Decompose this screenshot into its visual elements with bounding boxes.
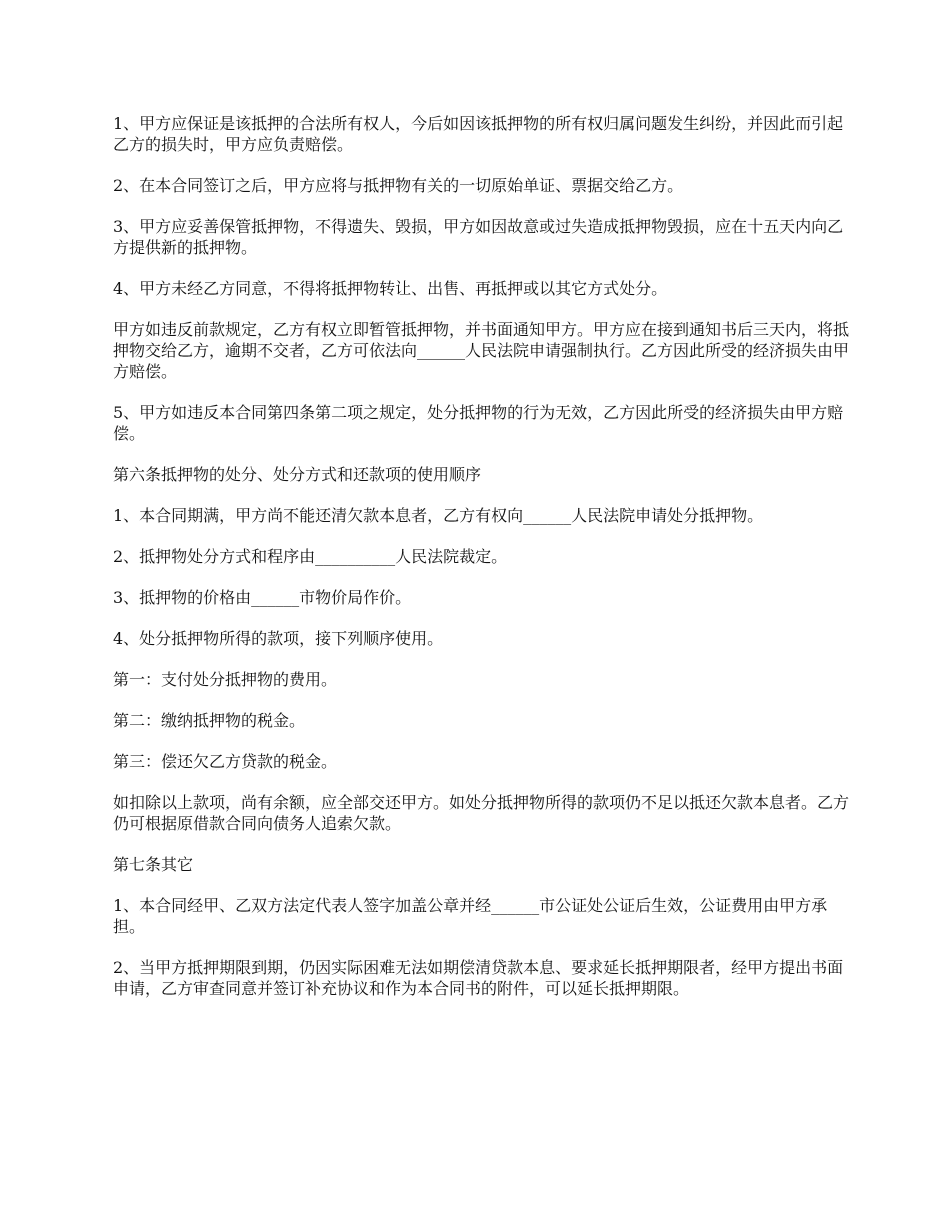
priority-second: 第二：缴纳抵押物的税金。 [113,711,306,730]
article-7-heading: 第七条其它 [113,855,194,874]
clause-1-ownership-guarantee: 1、甲方应保证是该抵押的合法所有权人，今后如因该抵押物的所有权归属问题发生纠纷，并因此而引起乙方的损失时，甲方应负责赔偿。 [113,114,844,154]
clause-breach-remedy: 甲方如违反前款规定，乙方有权立即暂管抵押物，并书面通知甲方。甲方应在接到通知书后三天内，将抵押物交给乙方，逾期不交者，乙方可依法向______人民法院申请强制执行。乙方因此所受的经济损失由甲方赔偿。 [113,320,850,381]
article-6-clause-3: 3、抵押物的价格由______市物价局作价。 [113,588,412,607]
article-6-clause-1: 1、本合同期满，甲方尚不能还清欠款本息者，乙方有权向______人民法院申请处分抵押物。 [113,506,764,525]
clause-5-invalid-disposal: 5、甲方如违反本合同第四条第二项之规定，处分抵押物的行为无效，乙方因此所受的经济损失由甲方赔偿。 [113,403,844,443]
article-7-clause-2: 2、当甲方抵押期限到期，仍因实际困难无法如期偿清贷款本息、要求延长抵押期限者，经甲方提出书面申请，乙方审查同意并签订补充协议和作为本合同书的附件，可以延长抵押期限。 [113,958,844,998]
document-body [113,113,853,1019]
priority-first: 第一：支付处分抵押物的费用。 [113,670,338,689]
clause-4-no-transfer: 4、甲方未经乙方同意，不得将抵押物转让、出售、再抵押或以其它方式处分。 [113,279,668,298]
article-7-clause-1: 1、本合同经甲、乙双方法定代表人签字加盖公章并经______市公证处公证后生效，公证费用由甲方承担。 [113,896,828,936]
article-6-clause-4: 4、处分抵押物所得的款项，接下列顺序使用。 [113,629,444,648]
priority-third: 第三：偿还欠乙方贷款的税金。 [113,752,338,771]
remaining-balance-clause: 如扣除以上款项，尚有余额，应全部交还甲方。如处分抵押物所得的款项仍不足以抵还欠款本息者。乙方仍可根据原借款合同向债务人追索欠款。 [113,793,850,833]
clause-3-safekeeping: 3、甲方应妥善保管抵押物，不得遗失、毁损，甲方如因故意或过失造成抵押物毁损，应在十五天内向乙方提供新的抵押物。 [113,217,844,257]
article-6-heading: 第六条抵押物的处分、处分方式和还款项的使用顺序 [113,465,482,484]
clause-2-original-documents: 2、在本合同签订之后，甲方应将与抵押物有关的一切原始单证、票据交给乙方。 [113,176,684,195]
article-6-clause-2: 2、抵押物处分方式和程序由__________人民法院裁定。 [113,547,508,566]
